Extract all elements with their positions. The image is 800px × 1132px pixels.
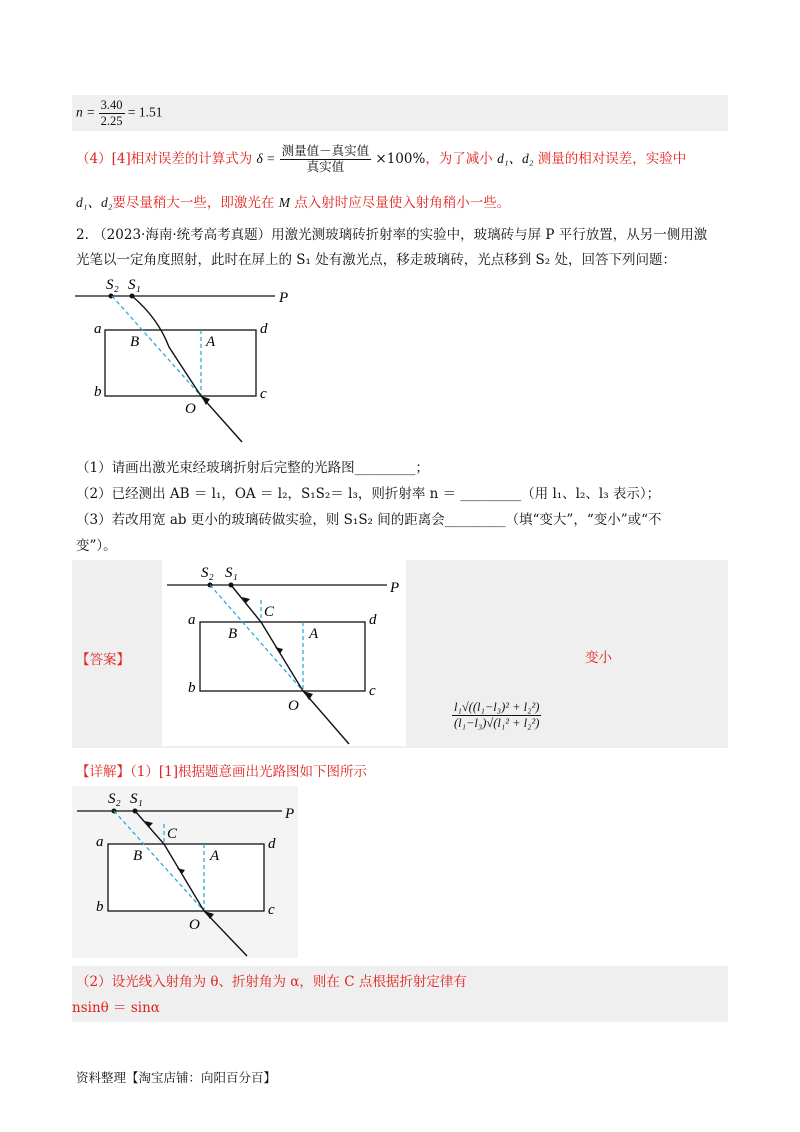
svg-text:b: b <box>188 680 196 696</box>
svg-text:P: P <box>279 290 289 306</box>
answer-label: 【答案】 <box>76 652 130 668</box>
svg-text:d: d <box>369 612 377 628</box>
svg-text:c: c <box>268 902 275 918</box>
svg-text:B: B <box>228 626 238 642</box>
svg-text:S₂: S₂ <box>106 277 119 293</box>
footer-text: 资料整理【淘宝店铺：向阳百分百】 <box>76 1070 277 1085</box>
detail-line3: nsinθ ＝ sinα <box>72 1000 160 1016</box>
svg-text:b: b <box>96 899 104 915</box>
svg-text:B: B <box>130 334 140 350</box>
svg-text:b: b <box>94 384 102 400</box>
svg-text:O: O <box>288 698 299 714</box>
svg-text:d: d <box>268 836 276 852</box>
svg-text:a: a <box>94 321 102 337</box>
svg-text:B: B <box>133 848 143 864</box>
answer-value-3: 变小 <box>585 650 612 666</box>
detail-line1: 【详解】（1）[1]根据题意画出光路图如下图所示 <box>76 764 367 780</box>
svg-text:P: P <box>285 806 295 822</box>
refractive-index-formula: n = $\frac{3.40}{2.25}$ = 1.51 <box>76 98 163 128</box>
svg-text:C: C <box>264 604 275 620</box>
question2-sub2: （2）已经测出 AB ＝ l₁，OA ＝ l₂，S₁S₂＝ l₃，则折射率 n ＝ _________（用 l₁、l₂、l₃ 表示）； <box>76 486 661 502</box>
question2-sub3-cont: 变”）。 <box>76 538 117 554</box>
svg-text:A: A <box>309 626 319 642</box>
svg-text:A: A <box>206 334 216 350</box>
svg-text:S₁: S₁ <box>128 277 141 293</box>
detail-line2: （2）设光线入射角为 θ、折射角为 α，则在 C 点根据折射定律有 <box>76 974 467 990</box>
svg-text:d: d <box>260 321 268 337</box>
svg-text:P: P <box>390 580 400 596</box>
answer-formula: $\frac{\text{l₁√((l₁−l₃)² + l₂²)}}{\text{(l₁−l₃)√(l₁² + l₂²)}}$ <box>454 700 540 730</box>
question2-sub1: （1）请画出激光束经玻璃折射后完整的光路图_________； <box>76 460 429 476</box>
question-diagram <box>70 272 290 444</box>
question2-line2: 光笔以一定角度照射，此时在屏上的 S₁ 处有激光点，移走玻璃砖，光点移到 S₂ 处，回答下列问题： <box>76 252 676 268</box>
part4-line1: （4）[4]相对误差的计算式为 δ = $\frac{\text{测量值－真实值}}{\text{真实值}}$ ×100%，为了减小 d₁、d₂ 测量的相对误差，实验中 <box>76 144 687 174</box>
svg-text:a: a <box>96 834 104 850</box>
svg-text:c: c <box>369 683 376 699</box>
svg-text:S₁: S₁ <box>225 565 238 581</box>
answer-diagram <box>162 560 406 746</box>
svg-text:C: C <box>167 826 178 842</box>
svg-text:O: O <box>185 401 196 417</box>
svg-text:S₁: S₁ <box>130 791 143 807</box>
svg-text:c: c <box>260 386 267 402</box>
svg-text:S₂: S₂ <box>201 565 214 581</box>
question2-line1: 2. （2023·海南·统考高考真题）用激光测玻璃砖折射率的实验中，玻璃砖与屏 P 平行放置，从另一侧用激 <box>76 227 708 243</box>
detail-diagram <box>72 786 298 958</box>
part4-line2: d₁、d₂要尽量稍大一些，即激光在 M 点入射时应尽量使入射角稍小一些。 <box>76 195 511 211</box>
svg-text:a: a <box>188 612 196 628</box>
svg-text:S₂: S₂ <box>108 791 121 807</box>
svg-text:A: A <box>210 848 220 864</box>
question2-sub3: （3）若改用宽 ab 更小的玻璃砖做实验，则 S₁S₂ 间的距离会_________（填“变大”，“变小”或“不 <box>76 512 662 528</box>
formula-block <box>72 95 728 131</box>
svg-text:O: O <box>189 917 200 933</box>
